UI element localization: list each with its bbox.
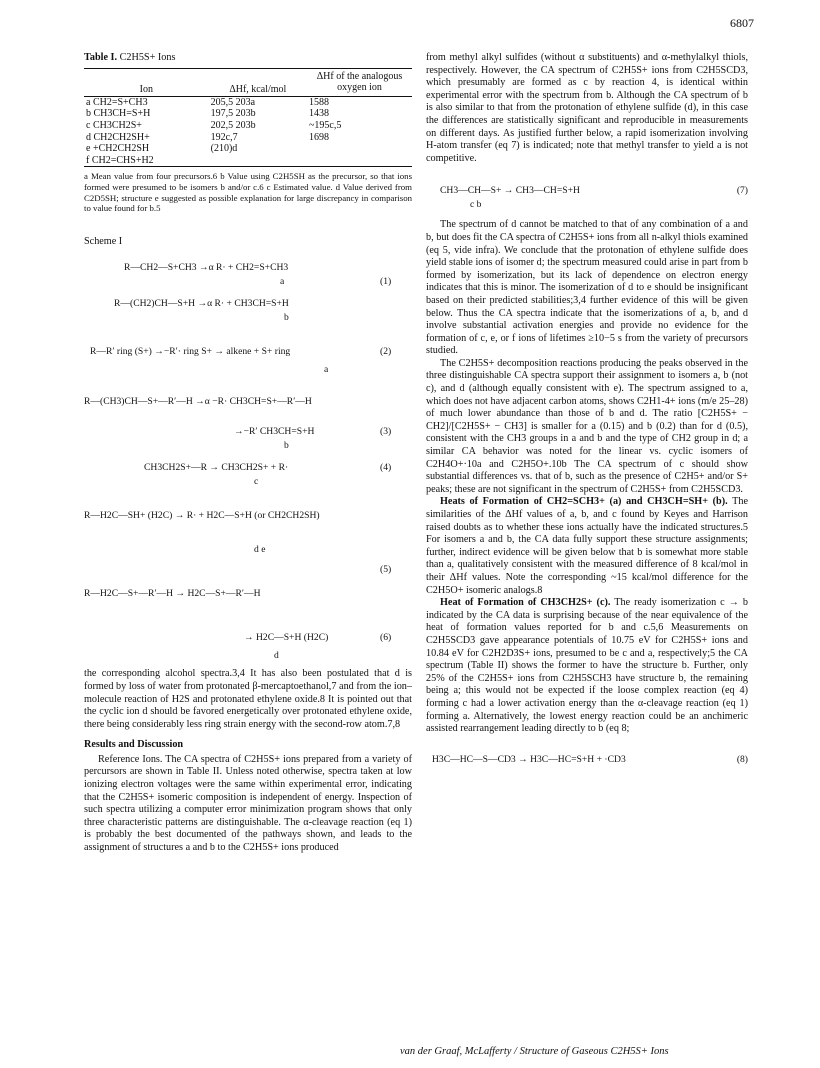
equation-8 <box>426 742 748 772</box>
col-header-ion: Ion <box>139 84 153 96</box>
scheme-eq-6-label: c <box>254 476 259 488</box>
left-paragraph-2: Reference Ions. The CA spectra of C2H5S+ ions prepared from a variety of percursors are shown in Table II. Unless noted otherwise, spectra taken at low ionizing electron voltages were the same within experimental error, indicating that the C2H5S+ isomeric composition is independent of energy. Inspection of such spectra utilizing a computer error minimization program shows that only three characteristic patterns are distinguishable. The α-cleavage reaction (eq 1) is probably the best documented of the pathways shown, and leads to the assignment of structures a and b to the C2H5S+ ions produced <box>84 753 412 854</box>
table-row <box>84 108 412 120</box>
scheme-eq-6-number: (4) <box>380 462 392 474</box>
right-column <box>426 52 748 778</box>
scheme-eq-9: → H2C—S+H (H2C) <box>244 632 329 644</box>
scheme-equations <box>84 248 412 668</box>
scheme-title: Scheme I <box>84 235 123 247</box>
section-heading: Results and Discussion <box>84 739 184 751</box>
table-row <box>84 132 412 144</box>
scheme <box>84 236 412 669</box>
scheme-eq-1-label: a <box>280 276 285 288</box>
col-header-analog: ΔHf of the analogous oxygen ion <box>316 70 403 94</box>
table-title-text: C2H5S+ Ions <box>117 52 176 63</box>
scheme-eq-3-number: (2) <box>380 346 392 358</box>
equation-7 <box>426 171 748 213</box>
subheading-heat-c: Heat of Formation of CH3CH2S+ (c). <box>440 597 611 609</box>
hf-cell: 205,5 203a <box>210 96 256 108</box>
right-paragraph-1: from methyl alkyl sulfides (without α substituents) and α-methylalkyl thiols, respectively. However, the CA spectrum of C2H5S+ ions from C2H5SCD3, which presumably are formed as c by reaction 4, is identical within experimental error with the spectrum from b. Although the CA spectrum of b is also similar to that from the protonation of ethylene sulfide (d), in this case the differences are statistically significant and reproducible in measurements on different days. As justified further below, a rapid isomerization involving H-atom transfer (eq 7) is indicated; note that methyl transfer to yield a is not competitive. <box>426 52 748 164</box>
equation-7-number: (7) <box>736 185 748 197</box>
table-row <box>84 97 412 109</box>
equation-8-text: H3C—HC—S—CD3 → H3C—HC=S+H + ·CD3 <box>432 753 626 765</box>
table-row <box>84 143 412 155</box>
scheme-eq-5-label: b <box>284 440 289 452</box>
ion-cell: a CH2=S+CH3 <box>86 96 148 108</box>
scheme-eq-7-number: (5) <box>380 564 392 576</box>
table-label: Table I. <box>84 52 118 63</box>
right-paragraph-4 <box>426 496 748 597</box>
table-row <box>84 155 412 167</box>
scheme-eq-8: R—H2C—S+—R′—H → H2C—S+—R′—H <box>84 588 261 600</box>
analog-cell: 1438 <box>309 108 330 120</box>
equation-7-labels: c b <box>470 199 482 211</box>
ion-cell: f CH2=CHS+H2 <box>86 154 154 166</box>
scheme-eq-7-label: d e <box>254 544 266 556</box>
subheading-heats-ab: Heats of Formation of CH2=SCH3+ (a) and CH3CH=SH+ (b). <box>440 496 728 508</box>
hf-cell: 192c,7 <box>210 131 238 143</box>
table-bottom-rule <box>84 166 412 167</box>
analog-cell: 1588 <box>309 96 330 108</box>
scheme-eq-7: R—H2C—SH+ (H2C) → R· + H2C—S+H (or CH2CH2SH) <box>84 510 320 522</box>
running-footer: van der Graaf, McLafferty / Structure of Gaseous C2H5S+ Ions <box>400 1046 669 1057</box>
left-column <box>84 52 412 855</box>
scheme-eq-5: →−R′ CH3CH=S+H <box>234 426 315 438</box>
table-row <box>84 120 412 132</box>
scheme-eq-3-label: a <box>324 364 329 376</box>
analog-cell <box>307 155 412 167</box>
hf-cell: 202,5 203b <box>210 119 256 131</box>
scheme-eq-1-number: (1) <box>380 276 392 288</box>
right-paragraph-5 <box>426 597 748 736</box>
equation-7-text: CH3—CH—S+ → CH3—CH=S+H <box>440 185 580 197</box>
analog-cell <box>307 143 412 155</box>
ion-cell: c CH3CH2S+ <box>86 119 142 131</box>
col-header-hf: ΔHf, kcal/mol <box>229 84 287 96</box>
ions-table <box>84 69 412 168</box>
right-paragraph-3: The C2H5S+ decomposition reactions producing the peaks observed in the three distinguishable CA spectra support their assignment to isomers a, b (not c), and d (although equally consistent with e). The spectrum assigned to a, which does not have adjacent carbon atoms, shows C2H1-4+ ions (m/e 25–28) of much lower abundance than those of b and d. The ratio [C2H5S+ − CH2]/[C2H5S+ − CH3] is smaller for a (0.15) and b (0.2) than for d (0.5), consistent with the CH3 groups in a and b and the type of CH2 group in d; a similar CA behavior was noted for the linear vs. cyclic isomers of C2H4O+·10a and C2H5O+.10b The CA spectrum of c should show substantial differences vs. that of b, such as the presence of C2H5+ and/or S+ peaks; these are not significant in the spectrum of C2H5S+ from C2H5SCD3. <box>426 357 748 495</box>
scheme-eq-3: R—R′ ring (S+) →−R′· ring S+ → alkene + S+ ring <box>90 346 291 358</box>
analog-cell: 1698 <box>309 131 330 143</box>
scheme-eq-2-label: b <box>284 312 289 324</box>
page-number: 6807 <box>730 16 754 30</box>
table-footnote: a Mean value from four precursors.6 b Value using C2H5SH as the precursor, so that ions formed were presumed to be isomers b and/or c.6 c Estimated value. d Value derived from C2D5SH; structure e suggested as possible explanation for large discrepancy in comparison to value found for b.5 <box>84 171 412 214</box>
ion-cell: b CH3CH=S+H <box>86 108 151 120</box>
hf-cell: 197,5 203b <box>210 108 256 120</box>
scheme-eq-9-label: d <box>274 650 279 662</box>
left-paragraph-1: the corresponding alcohol spectra.3,4 It has also been postulated that d is formed by loss of water from protonated β-mercaptoethanol,7 and from the ion–molecule reaction of H2S and protonated ethylene oxide.8 It is pointed out that the cyclic ion d should be favored energetically over protonated ethylene oxide, there being considerably less ring strain energy with the second-row atom.7,8 <box>84 668 412 730</box>
scheme-eq-5-number: (3) <box>380 426 392 438</box>
ion-cell: d CH2CH2SH+ <box>86 131 150 143</box>
ion-cell: e +CH2CH2SH <box>86 143 150 155</box>
right-paragraph-4-body: The similarities of the ΔHf values of a, b, and c found by Keyes and Harrison raised doubts as to whether these ions actually have the indicated structures.5 For isomers a and b, the CA data fully support these structure assignments; further, indirect evidence will be given below that b is somewhat more stable than a, qualitatively consistent with the measured difference of 8 kcal/mol in their ΔHf values. Note the corresponding ~15 kcal/mol difference for the C2H5O+ isomeric analogs.8 <box>426 496 748 596</box>
equation-8-number: (8) <box>736 753 748 765</box>
scheme-eq-2: R—(CH2)CH—S+H →α R· + CH3CH=S+H <box>114 298 289 310</box>
scheme-eq-9-number: (6) <box>380 632 392 644</box>
table-title <box>84 52 412 65</box>
hf-cell: (210)d <box>210 143 238 155</box>
hf-cell <box>209 155 307 167</box>
scheme-eq-1: R—CH2—S+CH3 →α R· + CH2=S+CH3 <box>124 262 289 274</box>
right-paragraph-2: The spectrum of d cannot be matched to that of any combination of a and b, but does fit the CA spectra of C2H5S+ ions from all n-alkyl thiols examined (eq 5, vide infra). We conclude that the protonation of ethylene sulfide does yield stable ions of isomer d; the spectrum measured could arise in part from b formed by isomerization, but its lack of dependence on electron energy indicates that this is minor. The isomerization of d to e should be insignificant based on their predicted stabilities;3,4 further evidence of this will be given below. Thus the CA spectra indicate that the isomerizations of a, b, and d involve substantial activation energies and provide no evidence for the formation of c, e, or f ions of lifetimes ≥10−5 s from the variety of precursors studied. <box>426 219 748 357</box>
scheme-eq-4: R—(CH3)CH—S+—R′—H →α −R· CH3CH=S+—R′—H <box>84 396 312 408</box>
right-paragraph-5-body: The ready isomerization c → b indicated by the CA data is surprising because of the near equivalence of the heat of formation values reported for b and c.5,6 Measurements on C2H5SCD3 gave appearance potentials of 10.75 eV for C2H5S+ ions and 10.84 eV for C2H2D3S+ ions, presumed to be c and a, respectively;5 the CA spectrum (Table II) shows the former to have the structure b. Further, only 25% of the C2H5S+ ions from C2H5SCH3 have structure b, the remaining being a; this would not be expected if the loose complex reaction (eq 4) forming c had a lower activation energy than the α-cleavage reaction (eq 1) forming a. Alternatively, the lowest energy reaction could be an anchimeric assisted rearrangement leading directly to b (eq 8; <box>426 597 748 735</box>
analog-cell: ~195c,5 <box>309 119 342 131</box>
scheme-eq-6: CH3CH2S+—R → CH3CH2S+ + R· <box>144 462 289 474</box>
